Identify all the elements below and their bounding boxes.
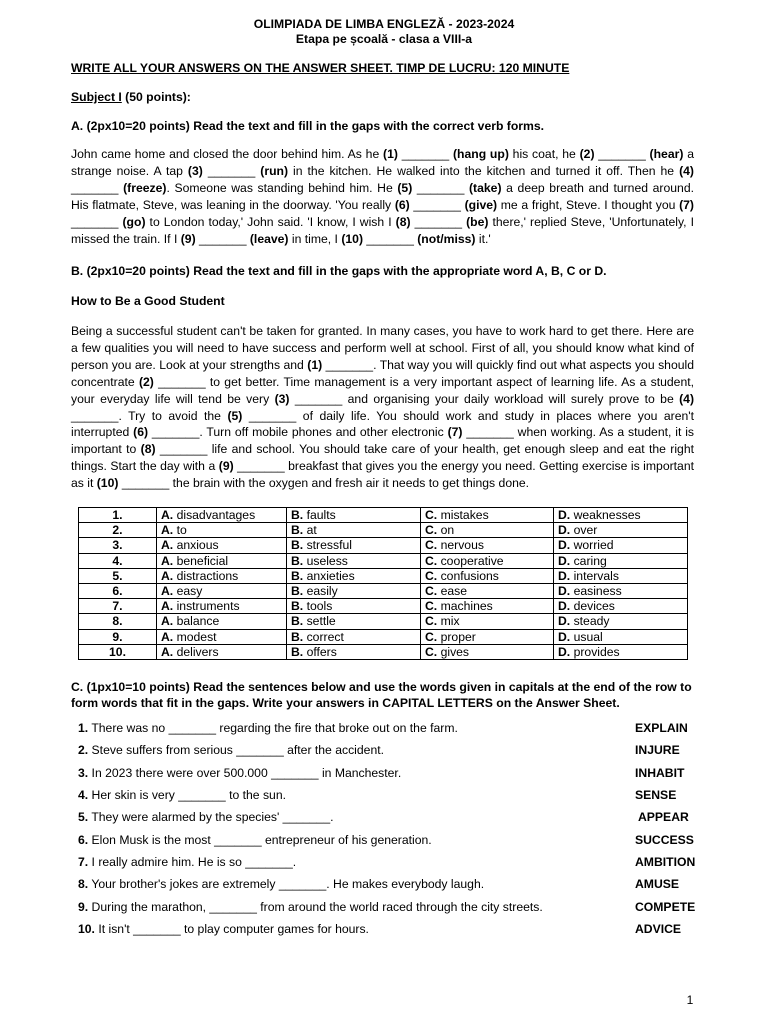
option-row [79, 553, 688, 568]
text-run: to London today,' John said. 'I know, I wish I [145, 214, 396, 229]
option-letter: D. [558, 508, 571, 522]
instruction-line: WRITE ALL YOUR ANSWERS ON THE ANSWER SHEET. TIMP DE LUCRU: 120 MINUTE [71, 61, 570, 75]
option-letter: B. [291, 538, 304, 553]
page-number: 1 [686, 993, 694, 1007]
option-b [287, 584, 421, 599]
gap-marker: (give) [464, 197, 498, 212]
sentence-text: It isn't _______ to play computer games for hours. [94, 922, 369, 936]
sentence-number: 4. [78, 788, 89, 802]
text-run: _______ [195, 231, 250, 246]
gap-marker: (go) [122, 214, 146, 229]
option-b [287, 523, 421, 538]
option-letter: B. [291, 508, 304, 522]
option-text: gives [440, 644, 470, 659]
option-letter: D. [558, 614, 571, 629]
option-number: 8. [79, 614, 157, 629]
text-run: it.' [475, 231, 491, 246]
text-run: a strange noise. A tap [71, 147, 694, 178]
option-text: tools [306, 599, 333, 614]
gap-marker: (10) [96, 476, 119, 491]
gap-marker: (7) [447, 425, 463, 440]
section-a-text [71, 146, 694, 247]
capital-word: COMPETE [635, 900, 696, 914]
option-text: on [440, 523, 455, 538]
text-run: John came home and closed the door behind him. As he [71, 147, 384, 161]
option-text: over [573, 523, 598, 538]
option-text: mistakes [440, 508, 489, 522]
gap-marker: (4) [679, 391, 695, 406]
option-text: ease [440, 584, 468, 599]
text-run: . Someone was standing behind him. He [166, 180, 398, 195]
option-b [287, 508, 421, 523]
gap-marker: (take) [469, 180, 502, 195]
option-c [421, 599, 554, 614]
gap-marker: (6) [133, 425, 149, 440]
option-b [287, 644, 421, 659]
gap-marker: (6) [394, 197, 410, 212]
sentence-item [78, 921, 628, 938]
capital-word: AMUSE [635, 877, 680, 891]
text-run: _______ [409, 197, 465, 212]
option-text: at [306, 523, 317, 538]
options-table [78, 507, 688, 660]
option-number: 2. [79, 523, 157, 538]
option-c [421, 584, 554, 599]
text-run: _______ of daily life. You should work and study in places where you aren't interrupted [71, 408, 694, 440]
sentence-item [78, 876, 628, 893]
option-number: 9. [79, 629, 157, 644]
option-text: faults [306, 508, 336, 522]
option-text: machines [440, 599, 493, 614]
sentence-number: 9. [78, 900, 89, 914]
option-row [79, 538, 688, 553]
sentence-number: 7. [78, 855, 89, 869]
option-text: beneficial [176, 553, 229, 568]
option-c [421, 644, 554, 659]
sentence-number: 2. [78, 743, 89, 757]
sentence-number: 8. [78, 877, 89, 891]
sentence-text: I really admire him. He is so _______. [88, 855, 297, 869]
option-number: 4. [79, 553, 157, 568]
option-letter: A. [161, 508, 174, 522]
option-letter: B. [291, 553, 304, 568]
capital-word: ADVICE [635, 922, 682, 936]
option-letter: B. [291, 629, 304, 644]
section-c-heading: C. (1px10=10 points) Read the sentences below and use the words given in capitals at the end of the row to form words that fit in the gaps. Write your answers in CAPITAL LETTERS on the Answer Sheet. [71, 680, 692, 710]
option-text: nervous [440, 538, 484, 553]
capital-word: INJURE [635, 743, 680, 757]
sentence-text: Your brother's jokes are extremely _______. He makes everybody laugh. [88, 877, 485, 891]
option-text: modest [176, 629, 217, 644]
option-b [287, 629, 421, 644]
option-letter: A. [161, 599, 174, 614]
option-letter: C. [425, 538, 438, 553]
option-letter: A. [161, 629, 174, 644]
option-letter: D. [558, 568, 571, 583]
sentence-text: Her skin is very _______ to the sun. [88, 788, 286, 802]
gap-marker: (be) [466, 214, 489, 229]
option-letter: D. [558, 584, 571, 599]
option-text: easiness [573, 584, 622, 599]
option-a [157, 644, 287, 659]
gap-marker: (2) [579, 147, 595, 161]
section-a-heading: A. (2px10=20 points) Read the text and fill in the gaps with the correct verb forms. [71, 119, 545, 133]
option-text: easy [176, 584, 203, 599]
option-number: 1. [79, 508, 157, 523]
option-d [554, 584, 688, 599]
text-run: _______ [410, 214, 467, 229]
option-letter: A. [161, 523, 174, 538]
sentence-text: During the marathon, _______ from around the world raced through the city streets. [88, 900, 543, 914]
option-b [287, 614, 421, 629]
option-text: intervals [573, 568, 619, 583]
text-run: _______ [363, 231, 418, 246]
option-a [157, 553, 287, 568]
text-run: _______ [397, 147, 453, 161]
text-run: me a fright, Steve. I thought you [497, 197, 680, 212]
option-d [554, 568, 688, 583]
sentence-number: 10. [78, 922, 95, 936]
section-b-heading: B. (2px10=20 points) Read the text and fill in the gaps with the appropriate word A, B, C or D. [71, 264, 607, 278]
sentence-item [78, 832, 628, 849]
option-letter: B. [291, 599, 304, 614]
option-b [287, 568, 421, 583]
gap-marker: (5) [397, 180, 413, 195]
gap-marker: (3) [187, 163, 203, 178]
text-run: _______. That way you will quickly find out what aspects you should concentrate [71, 357, 694, 389]
option-number: 5. [79, 568, 157, 583]
section-b-text [71, 323, 694, 492]
option-row [79, 599, 688, 614]
text-run: _______ breakfast that gives you the energy you need. Getting exercise is important as it [71, 459, 694, 491]
option-b [287, 599, 421, 614]
gap-marker: (9) [218, 459, 234, 474]
option-c [421, 614, 554, 629]
text-run: _______ [202, 163, 261, 178]
text-run: _______ [412, 180, 469, 195]
sentence-item [78, 899, 628, 916]
sentence-number: 3. [78, 766, 89, 780]
option-a [157, 508, 287, 523]
option-text: steady [573, 614, 610, 629]
option-c [421, 523, 554, 538]
sentence-item [78, 854, 628, 871]
option-b [287, 538, 421, 553]
exam-title: OLIMPIADA DE LIMBA ENGLEZĂ - 2023-2024 [253, 17, 515, 31]
gap-marker: (8) [395, 214, 411, 229]
text-run: his coat, he [508, 147, 580, 161]
option-text: correct [306, 629, 344, 644]
option-c [421, 553, 554, 568]
option-text: useless [306, 553, 348, 568]
option-text: offers [306, 644, 337, 659]
text-run: _______. Try to avoid the [71, 408, 228, 423]
sentence-number: 6. [78, 833, 89, 847]
option-b [287, 553, 421, 568]
section-a-paragraph [71, 146, 694, 247]
sentence-item [78, 787, 628, 804]
option-letter: C. [425, 584, 438, 599]
option-a [157, 614, 287, 629]
option-c [421, 538, 554, 553]
option-a [157, 599, 287, 614]
option-letter: C. [425, 599, 438, 614]
sentence-number: 5. [78, 810, 89, 824]
sentence-number: 1. [78, 721, 89, 735]
option-c [421, 508, 554, 523]
option-text: weaknesses [573, 508, 641, 522]
capital-word: SENSE [635, 788, 677, 802]
option-text: easily [306, 584, 338, 599]
option-a [157, 568, 287, 583]
gap-marker: (1) [383, 147, 398, 161]
option-c [421, 629, 554, 644]
text-run: _______ life and school. You should take care of your health, get enough sleep and eat the right things. Start the day with a [71, 442, 694, 474]
option-letter: A. [161, 584, 174, 599]
option-text: anxious [176, 538, 219, 553]
option-letter: A. [161, 538, 174, 553]
gap-marker: (7) [679, 197, 694, 212]
option-letter: D. [558, 644, 571, 659]
gap-marker: (5) [227, 408, 243, 423]
option-letter: A. [161, 553, 174, 568]
option-letter: D. [558, 553, 571, 568]
gap-marker: (4) [679, 163, 694, 178]
text-run: _______ the brain with the oxygen and fresh air it needs to get things done. [118, 476, 530, 491]
option-text: cooperative [440, 553, 504, 568]
gap-marker: (leave) [249, 231, 289, 246]
option-letter: C. [425, 629, 438, 644]
section-b-text-title: How to Be a Good Student [71, 294, 225, 308]
option-letter: B. [291, 614, 304, 629]
gap-marker: (9) [180, 231, 196, 246]
sentence-item [78, 809, 628, 826]
option-letter: C. [425, 508, 438, 522]
option-text: stressful [306, 538, 352, 553]
option-number: 3. [79, 538, 157, 553]
option-row [79, 508, 688, 523]
text-run: _______ and organising your daily workload will surely prove to be [289, 391, 680, 406]
text-run: Being a successful student can't be taken for granted. In many cases, you have to work hard to get there. Here are a few qualities you will need to have success and perform well at school. First of all, you should know what kind of person you are. Look at your strengths and [71, 324, 694, 372]
option-number: 10. [79, 644, 157, 659]
gap-marker: (1) [307, 357, 323, 372]
option-d [554, 538, 688, 553]
sentence-text: Steve suffers from serious _______ after the accident. [88, 743, 384, 757]
option-a [157, 584, 287, 599]
option-d [554, 599, 688, 614]
text-run: there,' replied Steve, 'Unfortunately, I missed the train. If I [71, 214, 694, 246]
option-text: delivers [176, 644, 219, 659]
option-text: balance [176, 614, 220, 629]
option-letter: A. [161, 644, 174, 659]
exam-subtitle: Etapa pe școală - clasa a VIII-a [295, 32, 473, 46]
option-letter: C. [425, 568, 438, 583]
option-letter: B. [291, 568, 304, 583]
capital-word: EXPLAIN [635, 721, 688, 735]
option-text: proper [440, 629, 476, 644]
gap-marker: (2) [138, 374, 154, 389]
option-text: anxieties [306, 568, 355, 583]
option-letter: D. [558, 523, 571, 538]
option-row [79, 568, 688, 583]
text-run: _______. Turn off mobile phones and other electronic [148, 425, 448, 440]
capital-word: AMBITION [635, 855, 696, 869]
option-letter: D. [558, 629, 571, 644]
text-run: a deep breath and turned around. His flatmate, Steve, was leaning in the doorway. 'You really [71, 180, 694, 212]
option-text: to [176, 523, 187, 538]
option-letter: B. [291, 644, 304, 659]
text-run: _______ to get better. Time management is a very important aspect of learning life. As a student, your everyday life will tend be very [71, 374, 694, 406]
capital-word: INHABIT [635, 766, 685, 780]
option-a [157, 523, 287, 538]
option-text: disadvantages [176, 508, 256, 522]
gap-marker: (hang up) [452, 147, 509, 161]
option-letter: C. [425, 614, 438, 629]
option-letter: D. [558, 599, 571, 614]
text-run: _______ [71, 180, 124, 195]
text-run: _______ [594, 147, 650, 161]
option-row [79, 644, 688, 659]
sentence-text: Elon Musk is the most _______ entrepreneur of his generation. [88, 833, 432, 847]
gap-marker: (8) [140, 442, 156, 457]
option-row [79, 523, 688, 538]
option-d [554, 523, 688, 538]
option-text: provides [573, 644, 620, 659]
gap-marker: (3) [274, 391, 290, 406]
option-text: devices [573, 599, 615, 614]
capital-word: SUCCESS [635, 833, 694, 847]
option-d [554, 508, 688, 523]
option-d [554, 644, 688, 659]
gap-marker: (not/miss) [417, 231, 476, 246]
option-letter: C. [425, 644, 438, 659]
option-row [79, 584, 688, 599]
option-text: confusions [440, 568, 499, 583]
sentence-text: In 2023 there were over 500.000 _______ in Manchester. [88, 766, 402, 780]
text-run: _______ [71, 214, 123, 229]
option-text: caring [573, 553, 607, 568]
option-number: 7. [79, 599, 157, 614]
capital-word: APPEAR [638, 810, 689, 824]
gap-marker: (run) [260, 163, 289, 178]
option-text: distractions [176, 568, 239, 583]
option-text: worried [573, 538, 614, 553]
option-number: 6. [79, 584, 157, 599]
option-row [79, 614, 688, 629]
gap-marker: (freeze) [123, 180, 167, 195]
sentence-item [78, 720, 628, 737]
sentence-item [78, 742, 628, 759]
option-row [79, 629, 688, 644]
option-text: usual [573, 629, 603, 644]
option-letter: B. [291, 584, 304, 599]
subject-points: (50 points): [121, 90, 191, 104]
option-letter: A. [161, 568, 174, 583]
option-letter: B. [291, 523, 304, 538]
gap-marker: (hear) [649, 147, 684, 161]
subject-heading [71, 90, 191, 104]
option-a [157, 629, 287, 644]
sentence-text: There was no _______ regarding the fire that broke out on the farm. [88, 721, 458, 735]
text-run: in time, I [288, 231, 342, 246]
option-d [554, 553, 688, 568]
option-letter: C. [425, 553, 438, 568]
option-text: mix [440, 614, 460, 629]
sentence-text: They were alarmed by the species' _______. [88, 810, 334, 824]
option-d [554, 614, 688, 629]
subject-label: Subject I [71, 90, 122, 104]
option-text: instruments [176, 599, 240, 614]
section-b-paragraph [71, 323, 694, 492]
option-letter: D. [558, 538, 571, 553]
sentence-item [78, 765, 628, 782]
option-letter: A. [161, 614, 174, 629]
option-d [554, 629, 688, 644]
text-run: in the kitchen. He walked into the kitchen and turned it off. Then he [288, 163, 680, 178]
gap-marker: (10) [341, 231, 364, 246]
option-text: settle [306, 614, 336, 629]
text-run: _______ when working. As a student, it is important to [71, 425, 695, 457]
option-c [421, 568, 554, 583]
option-a [157, 538, 287, 553]
option-letter: C. [425, 523, 438, 538]
